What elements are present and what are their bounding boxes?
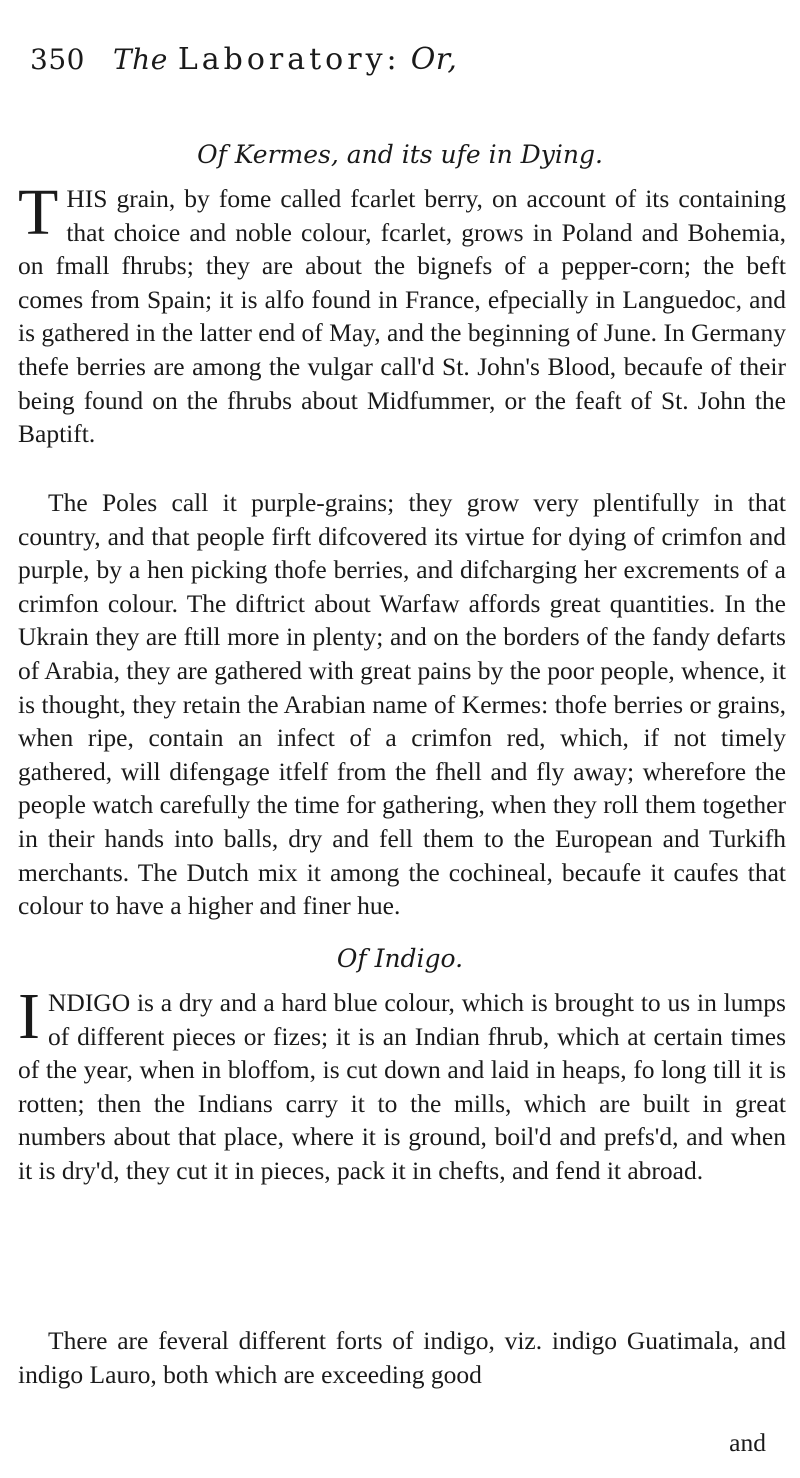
running-head-or: Or,: [410, 42, 458, 77]
paragraph-text: The Poles call it purple-grains; they grow very plentifully in that country, and that people firft difcovered its virtue for dying of crimfon and purple, by a hen picking thofe berries, and difcharging her excrements of a crimfon colour. The diftrict about Warfaw affords great quantities. In the Ukrain they are ftill more in plenty; and on the borders of the fandy defarts of Arabia, they are gathered with great pains by the poor people, whence, it is thought, they retain the Arabian name of Kermes: thofe berries or grains, when ripe, contain an infect of a crimfon red, which, if not timely gathered, will difengage itfelf from the fhell and fly away; wherefore the people watch carefully the time for gathering, when they roll them together in their hands into balls, dry and fell them to the European and Turkifh merchants. The Dutch mix it among the cochineal, becaufe it caufes that colour to have a higher and finer hue.: [18, 488, 786, 921]
running-head: [30, 42, 770, 77]
paragraph-text: HIS grain, by fome called fcarlet berry, on account of its containing that choice and noble colour, fcarlet, grows in Poland and Bohemia, on fmall fhrubs; they are about the bignefs of a pepper-corn; the beft comes from Spain; it is alfo found in France, efpecially in Languedoc, and is gathered in the latter end of May, and the beginning of June. In Germany thefe berries are among the vulgar call'd St. John's Blood, becaufe of their being found on the fhrubs about Midfummer, or the feaft of St. John the Baptift.: [18, 184, 786, 449]
paragraph-indigo-2: [18, 1324, 786, 1391]
catchword: and: [729, 1428, 766, 1457]
paragraph-indigo-1: [18, 980, 786, 1188]
running-head-title: Laboratory:: [177, 42, 401, 77]
drop-cap: I: [18, 980, 40, 1053]
page-number: 350: [30, 43, 85, 76]
section-heading-indigo: Of Indigo.: [336, 944, 464, 973]
paragraph-kermes-1: [18, 176, 786, 451]
section-heading-kermes: Of Kermes, and its ufe in Dying.: [197, 140, 603, 169]
running-head-the: The: [113, 43, 168, 76]
paragraph-kermes-2: [18, 486, 786, 923]
paragraph-text: NDIGO is a dry and a hard blue colour, which is brought to us in lumps of different pieces or fizes; it is an Indian fhrub, which at certain times of the year, when in bloffom, is cut down and laid in heaps, fo long till it is rotten; then the Indians carry it to the mills, which are built in great numbers about that place, where it is ground, boil'd and prefs'd, and when it is dry'd, they cut it in pieces, pack it in chefts, and fend it abroad.: [18, 988, 786, 1185]
drop-cap: T: [18, 176, 59, 249]
paragraph-text: There are feveral different forts of indigo, viz. indigo Guatimala, and indigo Lauro, both which are exceeding good: [18, 1326, 786, 1389]
